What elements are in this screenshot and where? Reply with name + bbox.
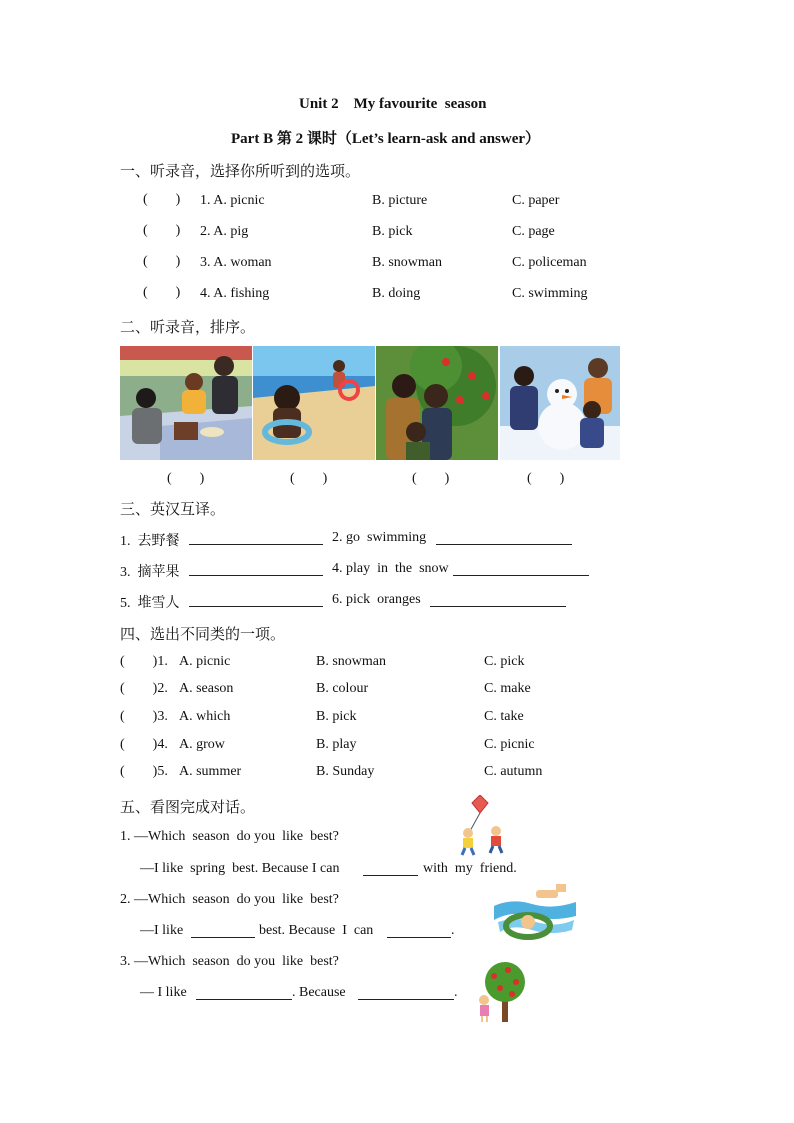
section4-heading: 四、选出不同类的一项。 [120, 627, 286, 643]
answer-2-middle: best. Because I can [259, 923, 374, 938]
section1-heading: 一、听录音，选择你所听到的选项。 [120, 164, 361, 180]
option-b: B. Sunday [316, 764, 375, 779]
translation-prompt: 1. 去野餐 [120, 534, 180, 549]
apple-picking-picture [376, 346, 498, 460]
answer-paren[interactable]: ( ) [143, 192, 181, 207]
answer-1-end: with my friend. [423, 861, 517, 876]
answer-blank[interactable] [196, 987, 292, 1000]
order-paren-2[interactable]: ( ) [290, 471, 328, 486]
apple-tree-picture [474, 958, 536, 1024]
answer-paren[interactable]: ( )5. [120, 764, 168, 779]
option-c: C. pick [484, 654, 525, 669]
answer-2-end: . [451, 923, 455, 938]
page-title: Unit 2 My favourite season [299, 96, 487, 112]
option-c: C. autumn [484, 764, 543, 779]
section5-heading: 五、看图完成对话。 [120, 800, 256, 816]
answer-3-middle: . Because [292, 985, 346, 1000]
option-c: C. swimming [512, 286, 588, 301]
option-a: 3. A. woman [200, 255, 272, 270]
beach-picture [253, 346, 375, 460]
option-c: C. picnic [484, 737, 535, 752]
option-b: B. pick [372, 224, 413, 239]
translation-prompt: 5. 堆雪人 [120, 596, 180, 611]
page-subtitle: Part B 第 2 课时（Let’s learn-ask and answer） [231, 131, 541, 147]
option-a: 1. A. picnic [200, 193, 265, 208]
option-b: B. pick [316, 709, 357, 724]
question-3: 3. —Which season do you like best? [120, 954, 339, 969]
answer-blank[interactable] [189, 563, 323, 576]
option-b: B. snowman [372, 255, 442, 270]
option-c: C. take [484, 709, 524, 724]
answer-2-start: —I like [140, 923, 184, 938]
option-a: A. which [179, 709, 231, 724]
option-a: 4. A. fishing [200, 286, 270, 301]
answer-paren[interactable]: ( ) [143, 254, 181, 269]
kite-children-picture [452, 795, 516, 857]
answer-paren[interactable]: ( )3. [120, 709, 168, 724]
answer-blank[interactable] [387, 925, 451, 938]
question-2: 2. —Which season do you like best? [120, 892, 339, 907]
translation-prompt: 3. 摘苹果 [120, 565, 180, 580]
swimming-boy-picture [492, 882, 578, 948]
translation-prompt: 6. pick oranges [332, 592, 421, 607]
answer-paren[interactable]: ( )4. [120, 737, 168, 752]
option-c: C. page [512, 224, 555, 239]
answer-paren[interactable]: ( )2. [120, 681, 168, 696]
option-b: B. play [316, 737, 357, 752]
option-a: A. summer [179, 764, 242, 779]
answer-paren[interactable]: ( )1. [120, 654, 168, 669]
answer-3-start: — I like [140, 985, 187, 1000]
option-c: C. make [484, 681, 531, 696]
answer-paren[interactable]: ( ) [143, 223, 181, 238]
question-1: 1. —Which season do you like best? [120, 829, 339, 844]
option-b: B. colour [316, 681, 369, 696]
snowman-picture [500, 346, 620, 460]
option-c: C. paper [512, 193, 560, 208]
answer-blank[interactable] [363, 863, 418, 876]
answer-blank[interactable] [430, 594, 566, 607]
order-paren-1[interactable]: ( ) [167, 471, 205, 486]
picnic-picture [120, 346, 252, 460]
answer-blank[interactable] [189, 532, 323, 545]
answer-blank[interactable] [191, 925, 255, 938]
answer-1-start: —I like spring best. Because I can [140, 861, 340, 876]
answer-blank[interactable] [453, 563, 589, 576]
answer-blank[interactable] [358, 987, 454, 1000]
answer-paren[interactable]: ( ) [143, 285, 181, 300]
option-a: A. season [179, 681, 234, 696]
answer-blank[interactable] [436, 532, 572, 545]
option-a: 2. A. pig [200, 224, 249, 239]
order-paren-4[interactable]: ( ) [527, 471, 565, 486]
section2-heading: 二、听录音，排序。 [120, 320, 256, 336]
option-b: B. snowman [316, 654, 386, 669]
option-b: B. picture [372, 193, 428, 208]
option-a: A. grow [179, 737, 225, 752]
option-c: C. policeman [512, 255, 587, 270]
answer-blank[interactable] [189, 594, 323, 607]
answer-3-end: . [454, 985, 458, 1000]
translation-prompt: 4. play in the snow [332, 561, 449, 576]
section3-heading: 三、英汉互译。 [120, 502, 226, 518]
translation-prompt: 2. go swimming [332, 530, 427, 545]
option-a: A. picnic [179, 654, 231, 669]
order-paren-3[interactable]: ( ) [412, 471, 450, 486]
option-b: B. doing [372, 286, 421, 301]
